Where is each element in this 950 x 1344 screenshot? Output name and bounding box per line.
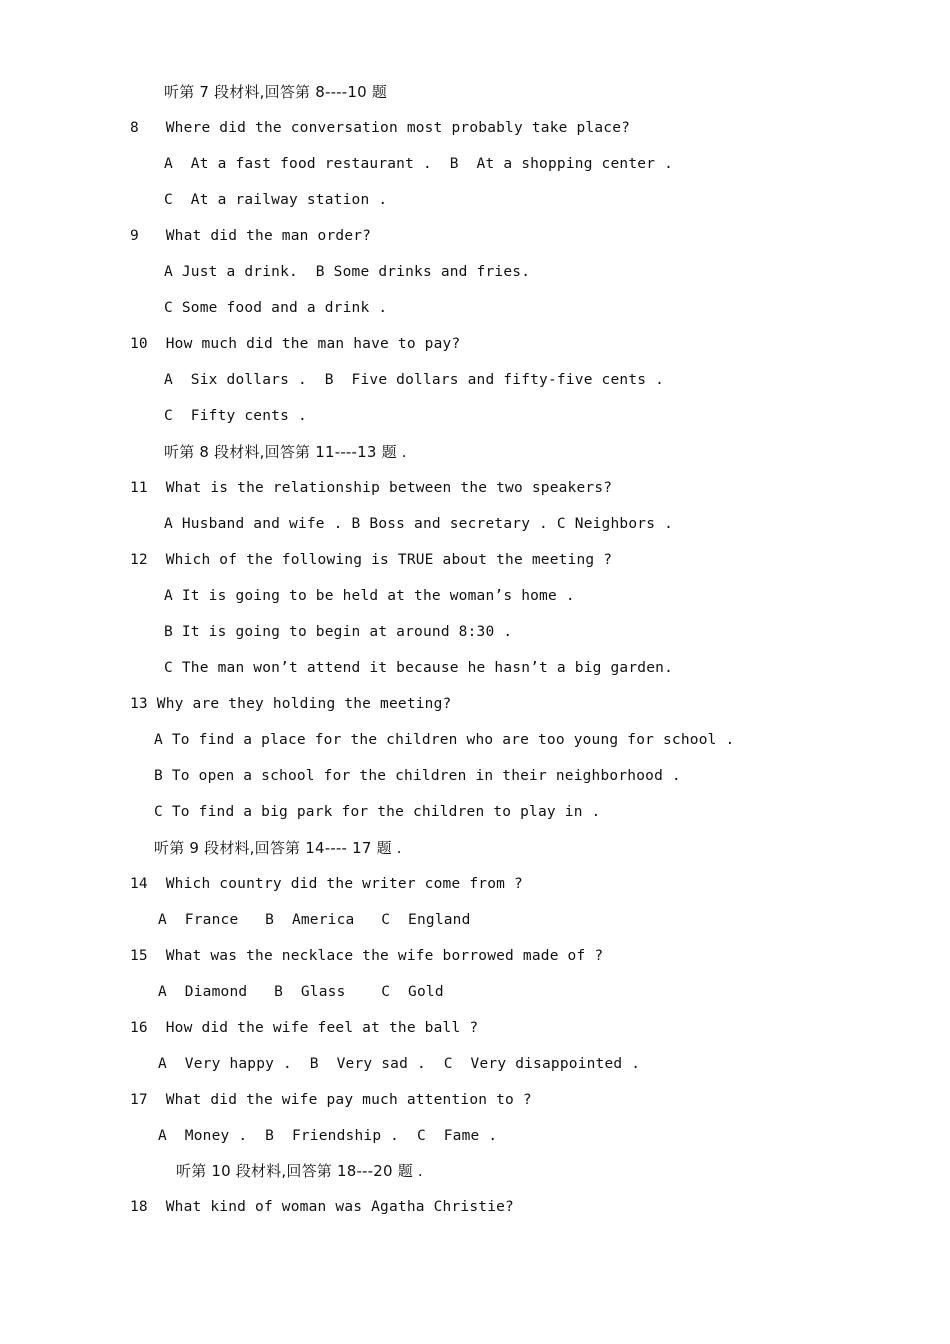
question-13: 13 Why are they holding the meeting? [130,696,452,712]
section-heading-9: 听第 9 段材料,回答第 14---- 17 题 . [154,839,402,857]
question-15: 15 What was the necklace the wife borrowed made of ? [130,948,604,964]
options-17: A Money . B Friendship . C Fame . [158,1128,498,1144]
question-17: 17 What did the wife pay much attention to ? [130,1092,532,1108]
section-heading-7: 听第 7 段材料,回答第 8----10 题 [164,83,388,101]
options-15: A Diamond B Glass C Gold [158,984,444,1000]
option-12-c: C The man won’t attend it because he hasn’t a big garden. [164,660,673,676]
option-12-b: B It is going to begin at around 8:30 . [164,624,513,640]
option-13-a: A To find a place for the children who are too young for school . [154,732,735,748]
option-13-b: B To open a school for the children in their neighborhood . [154,768,681,784]
options-16: A Very happy . B Very sad . C Very disappointed . [158,1056,641,1072]
option-12-a: A It is going to be held at the woman’s home . [164,588,575,604]
question-11: 11 What is the relationship between the two speakers? [130,480,613,496]
question-12: 12 Which of the following is TRUE about the meeting ? [130,552,613,568]
question-9: 9 What did the man order? [130,228,372,244]
options-10-ab: A Six dollars . B Five dollars and fifty-five cents . [164,372,665,388]
section-heading-10: 听第 10 段材料,回答第 18---20 题 . [176,1162,423,1180]
section-heading-8: 听第 8 段材料,回答第 11----13 题 . [164,443,407,461]
options-10-c: C Fifty cents . [164,408,307,424]
option-13-c: C To find a big park for the children to play in . [154,804,601,820]
question-16: 16 How did the wife feel at the ball ? [130,1020,479,1036]
options-8-ab: A At a fast food restaurant . B At a shopping center . [164,156,673,172]
options-9-c: C Some food and a drink . [164,300,388,316]
question-18: 18 What kind of woman was Agatha Christie? [130,1199,514,1215]
options-14: A France B America C England [158,912,471,928]
options-11: A Husband and wife . B Boss and secretary . C Neighbors . [164,516,673,532]
question-10: 10 How much did the man have to pay? [130,336,461,352]
options-9-ab: A Just a drink. B Some drinks and fries. [164,264,531,280]
options-8-c: C At a railway station . [164,192,388,208]
question-14: 14 Which country did the writer come from ? [130,876,523,892]
question-8: 8 Where did the conversation most probably take place? [130,120,631,136]
